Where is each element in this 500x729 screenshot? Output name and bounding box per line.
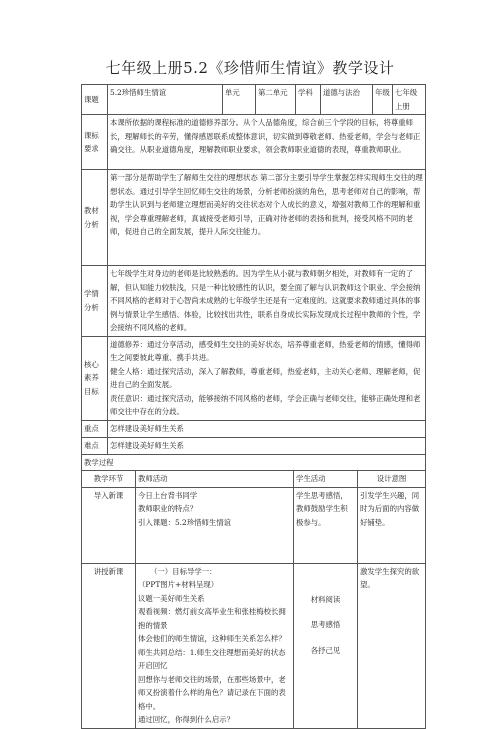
teacher-activity-cell bbox=[136, 487, 294, 563]
student-activity-cell bbox=[294, 563, 358, 728]
learner-row bbox=[82, 266, 426, 337]
student-activity-item: 材料阅读 bbox=[310, 594, 341, 604]
teacher-line: 回想你与老师交往的场景，在那些场景中，老师又扮演着什么样的角色？请记录在下面的表格中。 bbox=[138, 674, 286, 711]
teacher-line: 引入课题：5.2珍惜师生情谊 bbox=[138, 517, 232, 527]
difficult-label: 难点 bbox=[82, 437, 108, 454]
literacy-text bbox=[108, 336, 426, 420]
subject-label: 学科 bbox=[296, 85, 321, 115]
header-intent: 设计意图 bbox=[358, 471, 426, 488]
grade-label: 年级 bbox=[373, 85, 393, 115]
material-row bbox=[82, 170, 426, 266]
process-title-row bbox=[82, 454, 426, 471]
learner-label: 学情分析 bbox=[82, 266, 108, 337]
key-row bbox=[82, 420, 426, 437]
header-teacher: 教师活动 bbox=[136, 471, 294, 488]
student-activity-item: 各抒己见 bbox=[310, 645, 341, 655]
header-stage: 教学环节 bbox=[82, 471, 136, 488]
standard-label: 课标要求 bbox=[82, 115, 108, 170]
subject-value: 道德与法治 bbox=[321, 85, 373, 115]
stage-cell: 讲授新课 bbox=[82, 563, 136, 728]
process-header-row bbox=[82, 471, 426, 488]
literacy-item: 道德修养：通过分享活动，感受师生交往的美好状态，培养尊重老师，热爱老师的情感，懂得师生之间要彼此尊重、携手共进。 bbox=[110, 339, 421, 362]
teacher-line: 观看视频：燃灯前女高毕业生和张桂梅校长拥抱的情景 bbox=[138, 607, 286, 630]
table-row bbox=[82, 487, 426, 563]
topic-row bbox=[82, 85, 426, 115]
literacy-item: 责任意识：通过探究活动，能够接纳不同风格的老师，学会正确与老师交往，能够正确处理和老师交往中存在的分歧。 bbox=[110, 393, 421, 416]
teacher-line: 教师职业的特点？ bbox=[138, 504, 198, 513]
teaching-process-table bbox=[81, 470, 426, 729]
teacher-activity-cell bbox=[136, 563, 294, 728]
literacy-label: 核心素养目标 bbox=[82, 336, 108, 420]
stage-cell: 导入新课 bbox=[82, 487, 136, 563]
topic-label: 课题 bbox=[82, 85, 108, 115]
literacy-row bbox=[82, 336, 426, 420]
header-student: 学生活动 bbox=[294, 471, 358, 488]
lesson-info-table bbox=[81, 84, 426, 471]
student-activity-item: 思考感悟 bbox=[310, 620, 341, 629]
teacher-line: （一）目标导学一： bbox=[150, 566, 217, 576]
table-row bbox=[82, 563, 426, 728]
key-text: 怎样建设美好师生关系 bbox=[108, 420, 426, 437]
unit-value: 第二单元 bbox=[256, 85, 296, 115]
literacy-item: 健全人格：通过探究活动，深入了解教师，尊重老师，热爱老师，主动关心老师、理解老师，促进自己的全面发展。 bbox=[110, 366, 421, 389]
topic-value: 5.2珍惜师生情谊 bbox=[108, 85, 223, 115]
teacher-line: （PPT图片+材料呈现） bbox=[138, 580, 219, 589]
grade-value: 七年级上册 bbox=[393, 85, 426, 115]
material-text: 第一部分是帮助学生了解师生交往的理想状态 第二部分主要引导学生掌握怎样实现师生交往的理想状态。通过引导学生回忆师生交往的场景，分析老师扮演的角色，思考老师对自己的影响，帮助学生认识到与老师建立理想而美好的交往状态对个人成长的意义，增强对教师工作的理解和重视，学会尊重理解老师，真诚接受老师引导，正确对待老师的表扬和批判，接受风格不同的老师，促进自己的全面发展，提升人际交往能力。 bbox=[108, 170, 426, 266]
material-label: 教材分析 bbox=[82, 170, 108, 266]
standard-row bbox=[82, 115, 426, 170]
difficult-text: 怎样建设美好师生关系 bbox=[108, 437, 426, 454]
page-title: 七年级上册5.2《珍惜师生情谊》教学设计 bbox=[105, 59, 395, 77]
standard-text: 本课所依据的课程标准的道德修养部分。从个人品德角度，综合前三个学段的目标，将尊重师长，理解师长的辛劳，懂得感恩联系成整体意识，切实做到尊敬老师、热爱老师，学会与老师正确交往。从职业道德角度，理解教师职业要求，领会教师职业道德的表现，尊重教师职业。 bbox=[108, 115, 426, 170]
intent-cell: 激发学生探究的欲望。 bbox=[358, 563, 426, 728]
teacher-line: 议题一美好师生关系 bbox=[138, 593, 205, 603]
unit-label: 单元 bbox=[223, 85, 256, 115]
teacher-line: 通过回忆，你得到什么启示？ bbox=[138, 715, 235, 724]
teacher-line: 体会他们的师生情谊，这种师生关系怎么样？师生共同总结：1.师生交往理想而美好的状态开启回忆 bbox=[138, 634, 286, 670]
teacher-line: 今日上台背书同学 bbox=[138, 490, 198, 500]
student-activity-cell: 学生思考感悟，教师鼓励学生积极参与。 bbox=[294, 487, 358, 563]
key-label: 重点 bbox=[82, 420, 108, 437]
intent-cell: 引发学生兴趣，同时为后面的内容做好铺垫。 bbox=[358, 487, 426, 563]
learner-text: 七年级学生对身边的老师是比较熟悉的。因为学生从小就与教师朝夕相处，对教师有一定的了解，但认知能力较肤浅，只是一种比较感性的认识，要全面了解与认识教师这个职业、学会接纳不同风格的老师对于心智尚未成熟的七年级学生还是有一定难度的。这就要求教师通过具体的事例与情景让学生感悟、体验，比较找出共性，联系自身成长实际发现成长过程中教师的个性，学会接纳不同风格的老师。 bbox=[108, 266, 426, 337]
difficult-row bbox=[82, 437, 426, 454]
process-label: 教学过程 bbox=[82, 454, 426, 471]
